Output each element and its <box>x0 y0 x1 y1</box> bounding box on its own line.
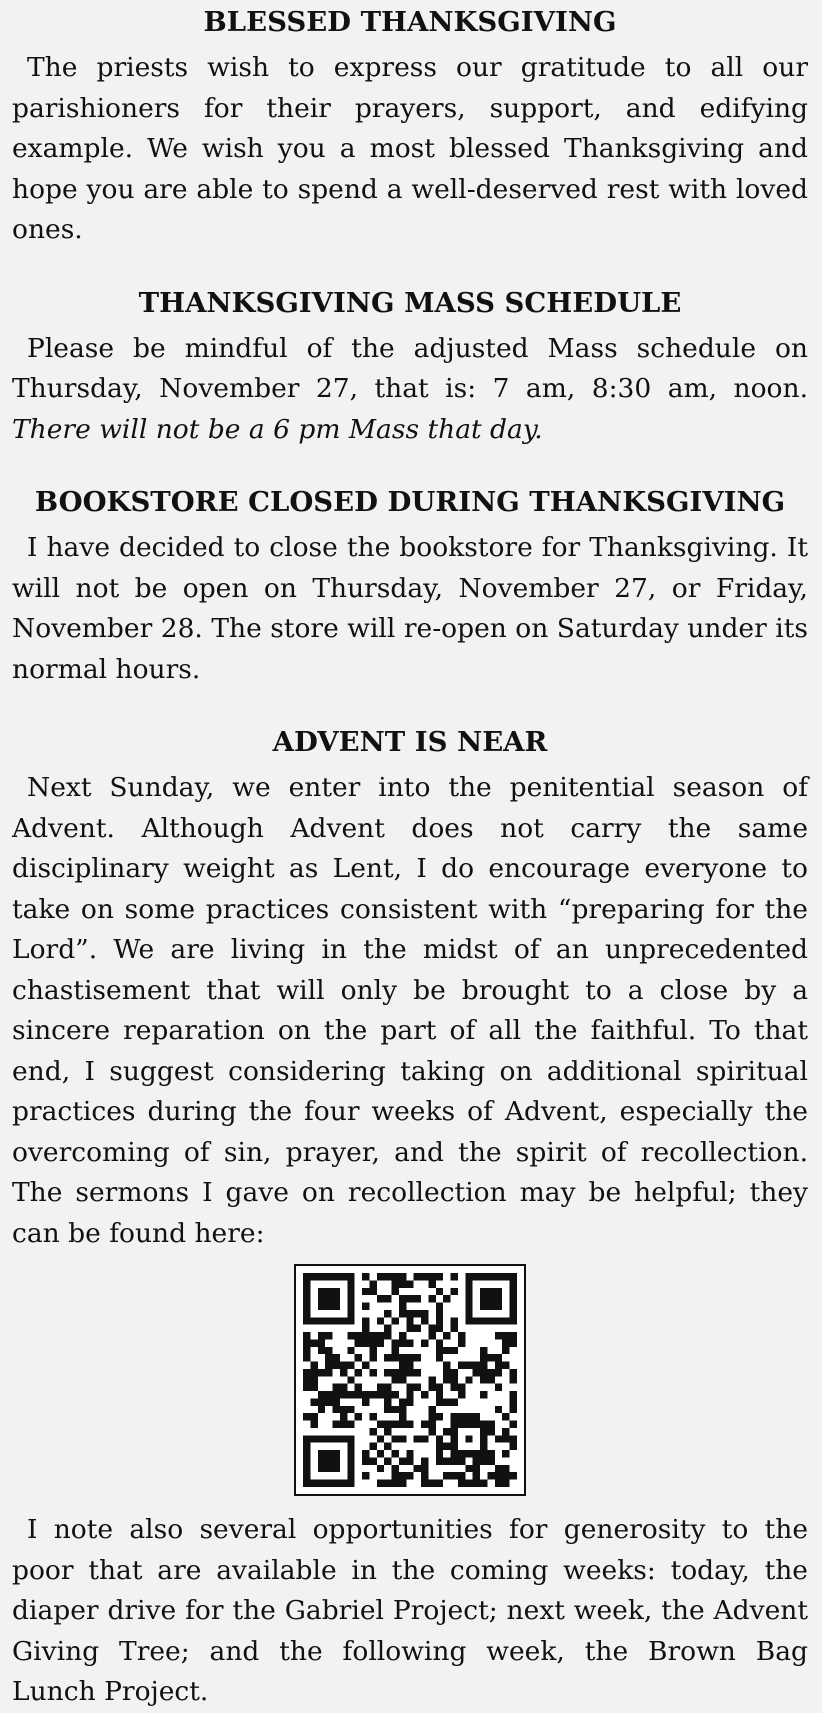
section-advent-is-near <box>12 724 808 1713</box>
schedule-text: Please be mindful of the adjusted Mass schedule on Thursday, November 27, that is: 7 am, 8:30 am, noon. <box>12 332 808 404</box>
section-body: I have decided to close the bookstore for Thanksgiving. It will not be open on Thursday, November 27, or Friday, November 28. The store will re-open on Saturday under its normal hours. <box>12 532 808 685</box>
section-spacer <box>12 251 808 285</box>
section-heading: ADVENT IS NEAR <box>272 726 548 758</box>
section-spacer <box>12 450 808 484</box>
section-heading: THANKSGIVING MASS SCHEDULE <box>138 286 682 319</box>
qr-code-icon[interactable] <box>294 1264 526 1496</box>
section-heading: BOOKSTORE CLOSED DURING THANKSGIVING <box>34 486 786 518</box>
section-bookstore-closed <box>12 484 808 690</box>
section-spacer <box>12 690 808 724</box>
section-body: Next Sunday, we enter into the penitential season of Advent. Although Advent does not carry the same disciplinary weight as Lent, I do encourage everyone to take on some practices consistent with “preparing for the Lord”. We are living in the midst of an unprecedented chastisement that will only be brought to a close by a sincere reparation on the part of all the faithful. To that end, I suggest considering taking on additional spiritual practices during the four weeks of Advent, especially the overcoming of sin, prayer, and the spirit of recollection. The sermons I gave on recollection may be helpful; they can be found here: <box>12 772 808 1249</box>
qr-container <box>12 1264 808 1496</box>
section-mass-schedule <box>12 285 808 451</box>
section-body <box>12 329 808 451</box>
section-body: The priests wish to express our gratitude to all our parishioners for their prayers, support, and edifying example. We wish you a most blessed Thanksgiving and hope you are able to spend a well-deserved rest with loved ones. <box>12 52 808 245</box>
qr-code-graphic <box>303 1273 517 1487</box>
section-blessed-thanksgiving <box>12 4 808 251</box>
section-body-continued: I note also several opportunities for generosity to the poor that are available in the coming weeks: today, the diaper drive for the Gabriel Project; next week, the Advent Giving Tree; and the following week, the Brown Bag Lunch Project. <box>12 1514 808 1707</box>
section-heading: BLESSED THANKSGIVING <box>203 6 617 38</box>
schedule-note: There will not be a 6 pm Mass that day. <box>12 413 543 445</box>
